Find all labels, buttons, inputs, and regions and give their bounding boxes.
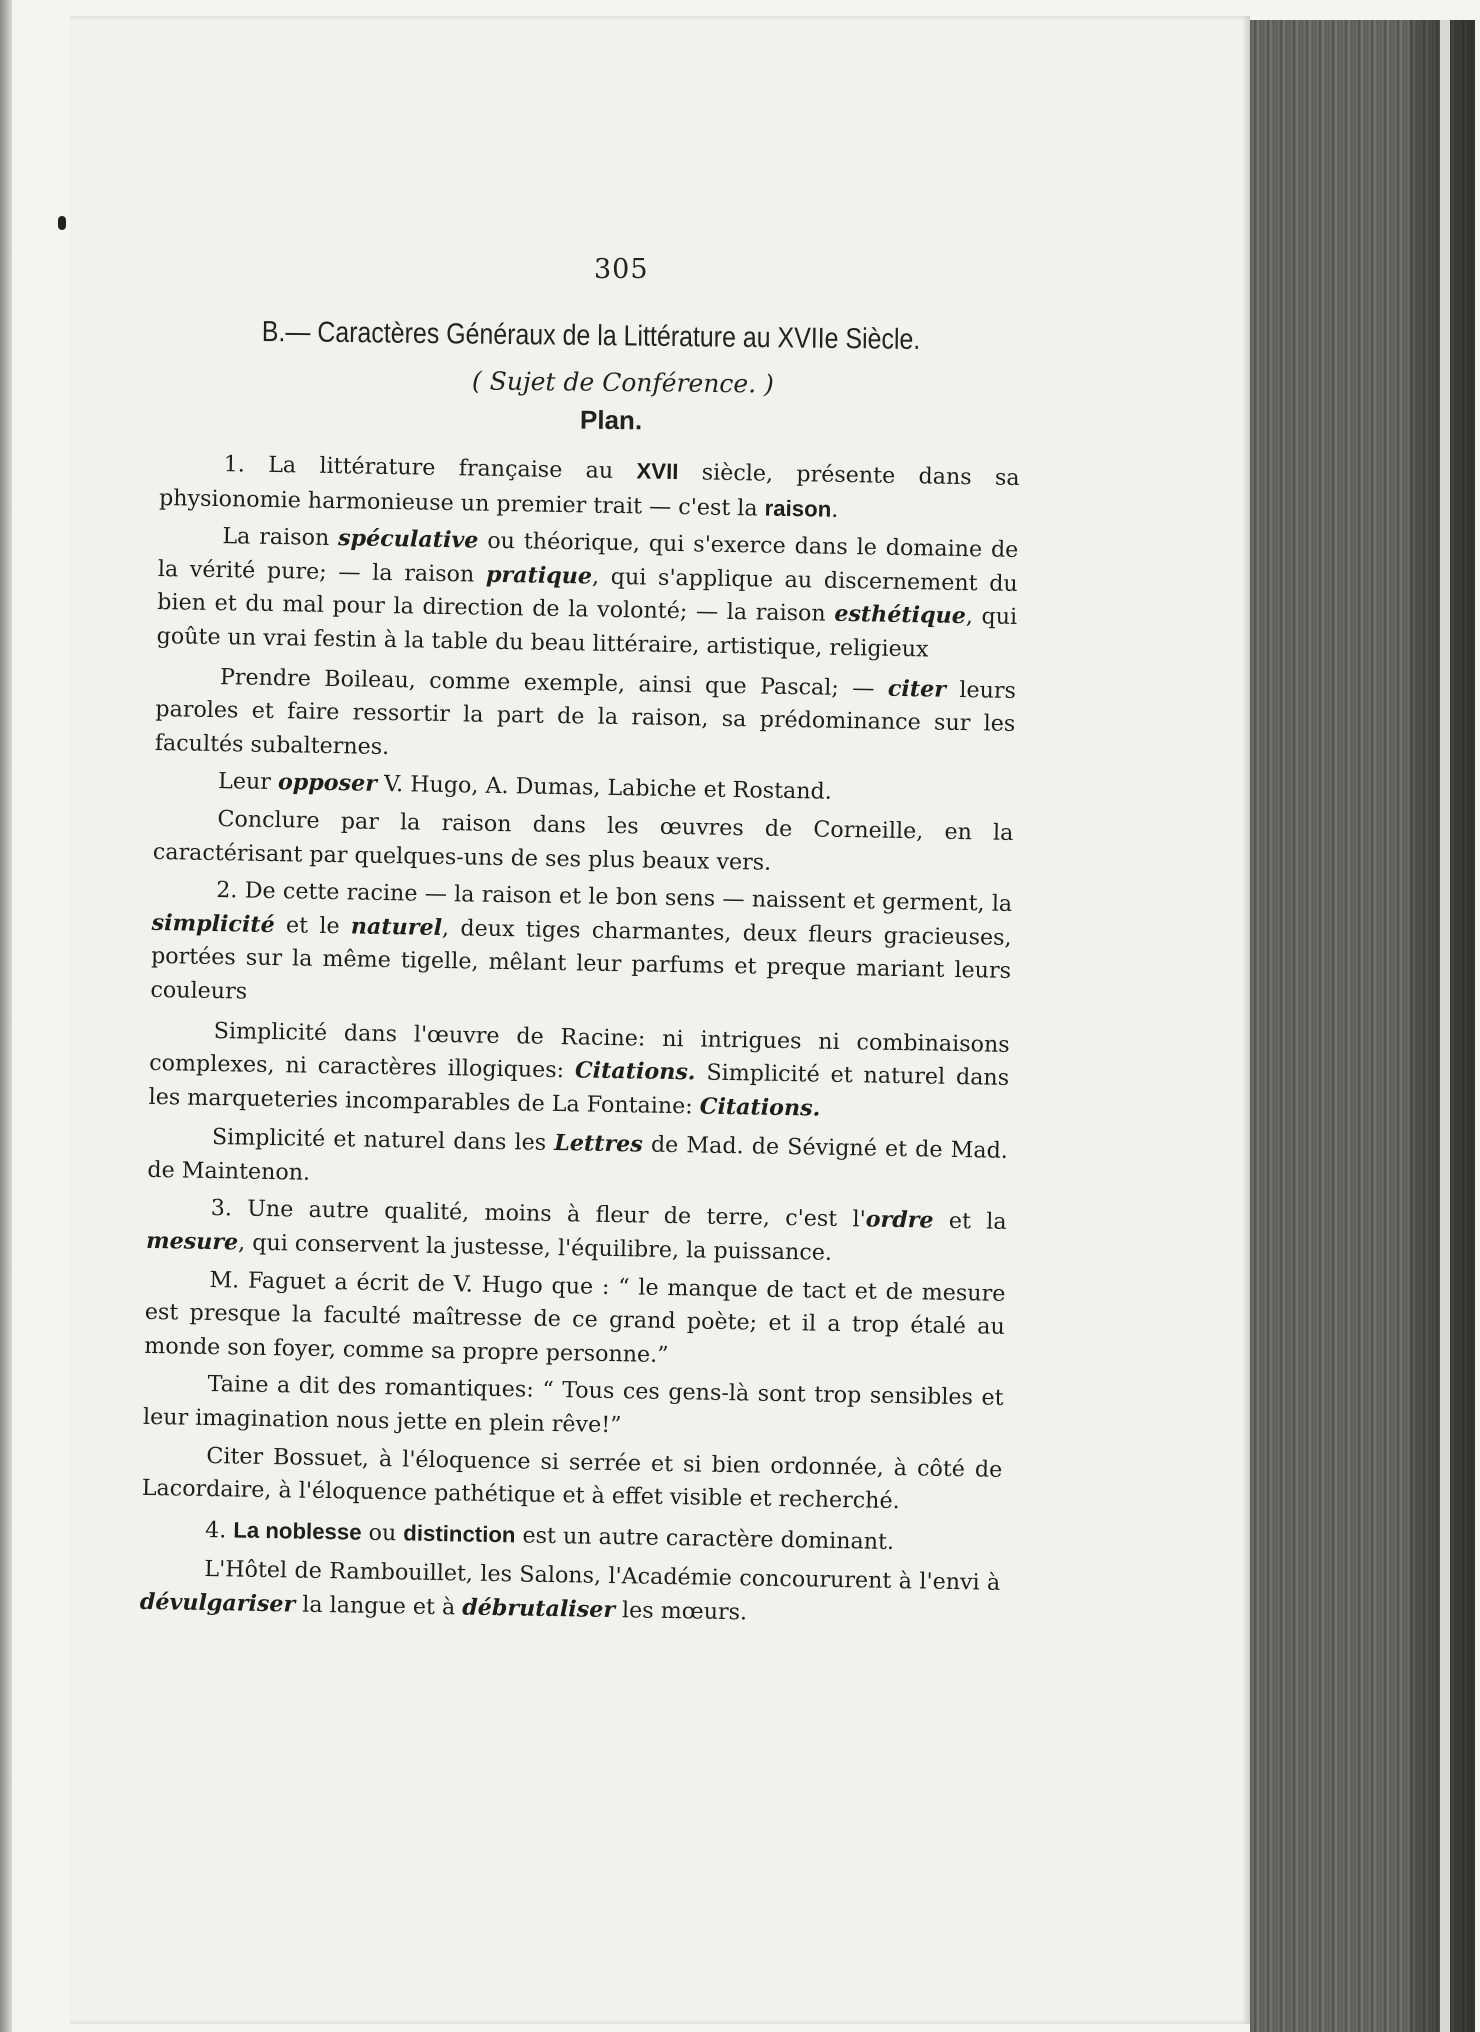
paragraph-6 xyxy=(150,873,1012,1022)
text-run: La raison xyxy=(222,523,339,552)
italic-term: simplicité xyxy=(151,909,275,938)
text-run: , deux tiges charmantes, deux fleurs gracieuses, portées sur la même tigelle, mêlant leur parfums et preque mariant leurs couleurs xyxy=(150,914,1012,1005)
italic-term: pratique xyxy=(485,561,593,590)
text-run: Simplicité et naturel dans les xyxy=(211,1124,555,1157)
text-run: leurs paroles et faire ressortir la part de la raison, sa prédominance sur les facultés subalternes. xyxy=(154,676,1017,760)
page-number: 305 xyxy=(594,254,649,285)
text-run: 1. La littérature française au xyxy=(223,451,637,485)
section-heading: B.— Caractères Généraux de la Littérature au XVIIe Siècle. xyxy=(261,316,921,357)
text-run: Leur xyxy=(217,768,279,796)
text-run: ou xyxy=(361,1519,404,1547)
emphasis: distinction xyxy=(403,1520,516,1548)
italic-term: Citations. xyxy=(699,1093,821,1122)
text-run: 4. xyxy=(204,1516,234,1544)
paragraph-3 xyxy=(155,660,1017,776)
emphasis: La noblesse xyxy=(233,1517,362,1545)
text-run: . xyxy=(831,496,839,523)
italic-term: opposer xyxy=(277,769,378,798)
text-run: siècle, présente dans sa physionomie harmonieuse un premier trait — c'est la xyxy=(158,459,1020,522)
text-run: Citer Bossuet, à l'éloquence si serrée et si bien ordonnée, à côté de Lacordaire, à l'éloquence pathétique et à effet visible et recherché. xyxy=(141,1442,1003,1515)
paragraph-10 xyxy=(144,1263,1006,1379)
text-run: Taine a dit des romantiques: “ Tous ces gens-là sont trop sensibles et leur imagination nous jette en plein rêve!” xyxy=(142,1371,1004,1439)
italic-term: Lettres xyxy=(554,1130,644,1158)
text-run: ou théorique, qui s'exerce dans le domaine de la vérité pure; — la raison xyxy=(157,527,1019,588)
paragraph-5 xyxy=(153,802,1014,884)
italic-term: spéculative xyxy=(337,525,479,554)
emphasis: XVII xyxy=(636,458,679,485)
paragraph-8 xyxy=(147,1120,1008,1202)
paragraph-7 xyxy=(148,1013,1010,1129)
italic-term: naturel xyxy=(350,913,443,941)
plan-label: Plan. xyxy=(579,404,643,436)
text-run: , qui conservent la justesse, l'équilibre, la puissance. xyxy=(237,1229,833,1266)
text-run: , qui goûte un vrai festin à la table du beau littéraire, artistique, religieux xyxy=(156,603,1018,663)
text-run: et la xyxy=(933,1208,1007,1236)
paragraph-12 xyxy=(142,1438,1003,1520)
text-run: M. Faguet a écrit de V. Hugo que : “ le manque de tact et de mesure est presque la faculté maîtresse de ce grand poète; et il a trop étalé au monde son foyer, comme sa propre personne.” xyxy=(144,1266,1006,1368)
text-run: et le xyxy=(274,911,352,940)
section-subtitle: ( Sujet de Conférence. ) xyxy=(471,366,774,399)
italic-term: esthétique xyxy=(834,601,967,630)
body-text xyxy=(139,446,1019,1638)
paragraph-1 xyxy=(159,446,1020,530)
text-run: Simplicité dans l'œuvre de Racine: ni intrigues ni combinaisons complexes, ni caractères illogiques: xyxy=(149,1017,1010,1084)
text-run: la langue et à xyxy=(294,1591,463,1621)
paragraph-14 xyxy=(140,1552,1001,1634)
italic-term: citer xyxy=(887,675,947,703)
text-run: est un autre caractère dominant. xyxy=(515,1522,895,1555)
text-run: Prendre Boileau, comme exemple, ainsi que Pascal; — xyxy=(219,663,889,702)
italic-term: mesure xyxy=(145,1227,239,1256)
text-run: V. Hugo, A. Dumas, Labiche et Rostand. xyxy=(376,771,833,806)
text-run: 2. De cette racine — la raison et le bon sens — naissent et germent, la xyxy=(216,877,1013,918)
ink-spot xyxy=(58,216,66,230)
previous-page-edge xyxy=(0,0,12,2032)
paragraph-9 xyxy=(146,1191,1007,1273)
emphasis: raison xyxy=(764,495,832,522)
italic-term: Citations. xyxy=(574,1057,696,1086)
italic-term: ordre xyxy=(865,1206,934,1235)
text-run: L'Hôtel de Rambouillet, les Salons, l'Académie concoururent à l'envi à xyxy=(204,1556,1001,1597)
italic-term: dévulgariser xyxy=(139,1588,296,1618)
paragraph-11 xyxy=(143,1367,1004,1449)
text-run: Conclure par la raison dans les œuvres de Corneille, en la caractérisant par quelques-uns de ses plus beaux vers. xyxy=(152,805,1014,876)
page-stack-highlight xyxy=(1440,20,1450,2032)
italic-term: débrutaliser xyxy=(462,1594,616,1624)
text-run: les mœurs. xyxy=(614,1597,748,1626)
paragraph-2 xyxy=(156,519,1018,668)
text-run: 3. Une autre qualité, moins à fleur de terre, c'est l' xyxy=(210,1195,866,1233)
text-run: Simplicité et naturel dans les marqueteries incomparables de La Fontaine: xyxy=(148,1059,1010,1120)
text-run: , qui s'applique au discernement du bien et du mal pour la direction de la volonté; — la raison xyxy=(157,563,1018,628)
text-run: de Mad. de Sévigné et de Mad. de Maintenon. xyxy=(147,1131,1009,1186)
